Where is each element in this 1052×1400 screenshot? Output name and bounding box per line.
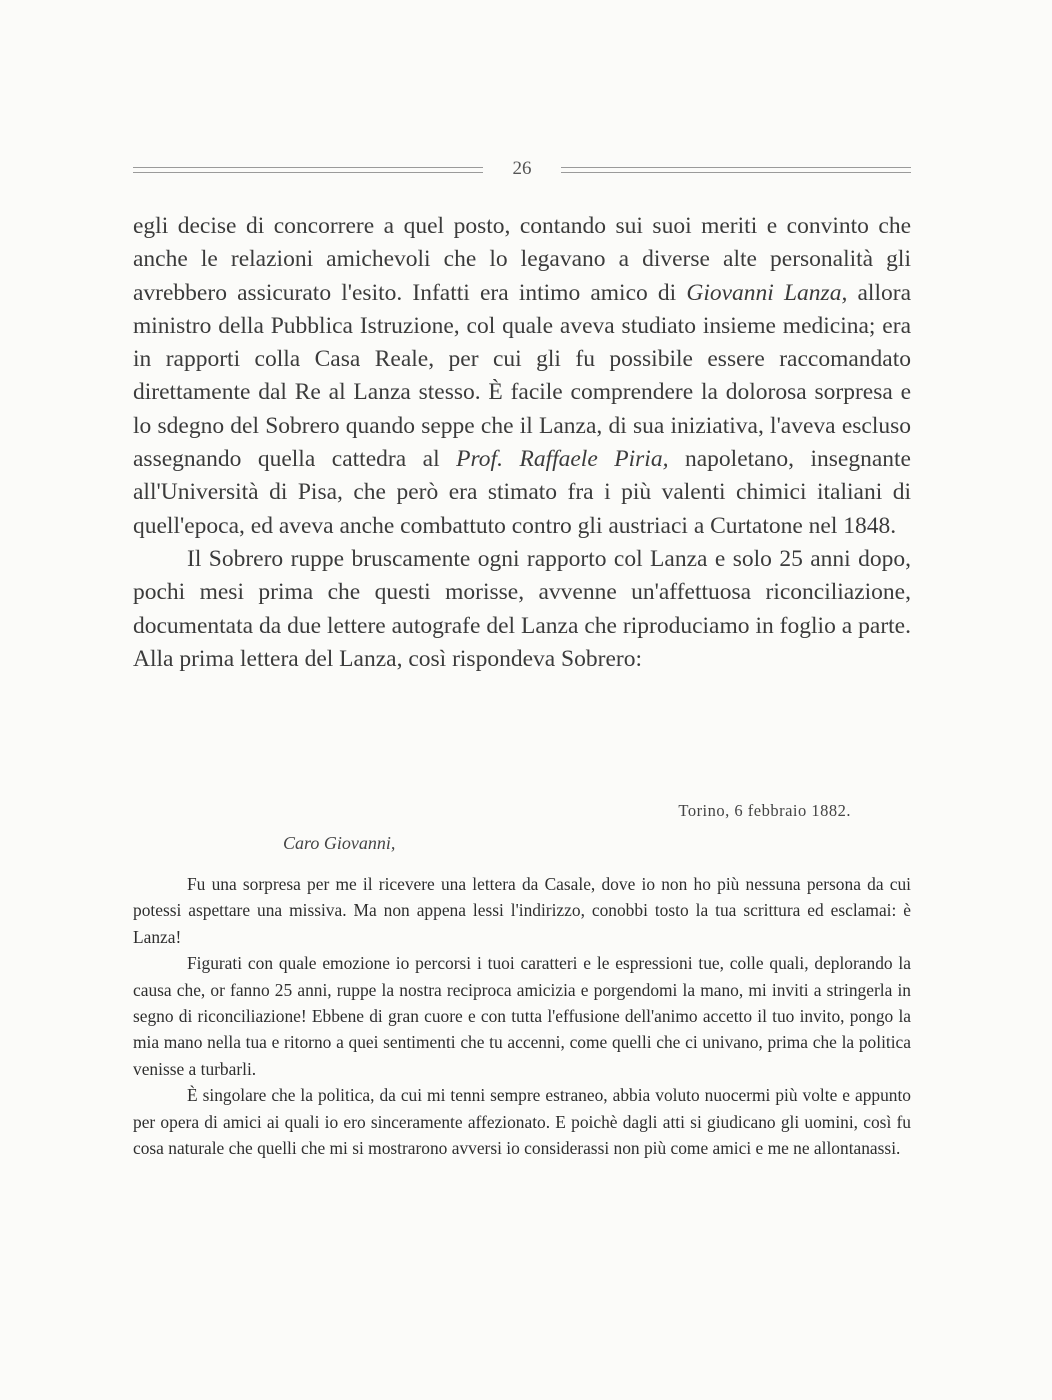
page-number: 26 — [512, 158, 532, 179]
page-header — [133, 158, 911, 184]
paragraph-2: Il Sobrero ruppe bruscamente ogni rapporto col Lanza e solo 25 anni dopo, pochi mesi prima che questi morisse, avvenne un'affettuosa riconciliazione, documentata da due lettere autografe del Lanza che riproduciamo in foglio a parte. Alla prima lettera del Lanza, così rispondeva Sobrero: — [133, 545, 911, 672]
letter-body — [133, 871, 911, 1161]
main-text — [133, 210, 911, 676]
letter-date: Torino, 6 febbraio 1882. — [678, 801, 851, 820]
name-raffaele-piria: Prof. Raffaele Piria, — [456, 446, 669, 473]
paragraph-1-text-b: allora ministro della Pubblica Istruzione, col quale aveva studiato insieme medicina; era in rapporti colla Casa Reale, per cui gli fu possibile essere raccomandato direttamente dal Re al Lanza stesso. È facile comprendere la dolorosa sorpresa e lo sdegno del Sobrero quando seppe che il Lanza, di sua iniziativa, l'aveva escluso assegnando quella cattedra al — [133, 279, 911, 473]
letter-paragraph-3: È singolare che la politica, da cui mi tenni sempre estraneo, abbia voluto nuocermi più volte e appunto per opera di amici ai quali io ero sinceramente affezionato. E poichè dagli atti si giudicano gli uomini, così fu cosa naturale che quelli che mi si mostrarono avversi io considerassi non più come amici e me ne allontanassi. — [133, 1085, 911, 1159]
name-giovanni-lanza: Giovanni Lanza, — [686, 279, 848, 306]
letter-paragraph-1: Fu una sorpresa per me il ricevere una lettera da Casale, dove io non ho più nessuna persona da cui potessi aspettare una missiva. Ma non appena lessi l'indirizzo, conobbi tosto la tua scrittura ed esclamai: è Lanza! — [133, 874, 911, 947]
paragraph-1-text-a: egli decise di concorrere a quel posto, contando sui suoi meriti e convinto che anche le relazioni amichevoli che lo legavano a diverse alte personalità gli avrebbero assicurato l'esito. Infatti era intimo amico di — [133, 213, 911, 306]
letter-paragraph-2: Figurati con quale emozione io percorsi i tuoi caratteri e le espressioni tue, colle quali, deplorando la causa che, or fanno 25 anni, ruppe la nostra reciproca amicizia e porgendomi la mano, mi inviti a stringerla in segno di riconciliazione! Ebbene di gran cuore e con tutta l'effusione dell'animo accetto il tuo invito, pongo la mia mano nella tua e ritorno a quei sentimenti che tu accenni, come quelli che ci univano, prima che la politica venisse a turbarli. — [133, 953, 911, 1079]
letter-salutation: Caro Giovanni, — [283, 833, 396, 853]
header-rule-right — [561, 167, 911, 173]
paragraph-1 — [133, 210, 911, 543]
paragraph-1-text-c: napoletano, insegnante all'Università di Pisa, che però era stimato fra i più valenti chimici italiani di quell'epoca, ed aveva anche combattuto contro gli austriaci a Curtatone nel 1848. — [133, 446, 911, 539]
